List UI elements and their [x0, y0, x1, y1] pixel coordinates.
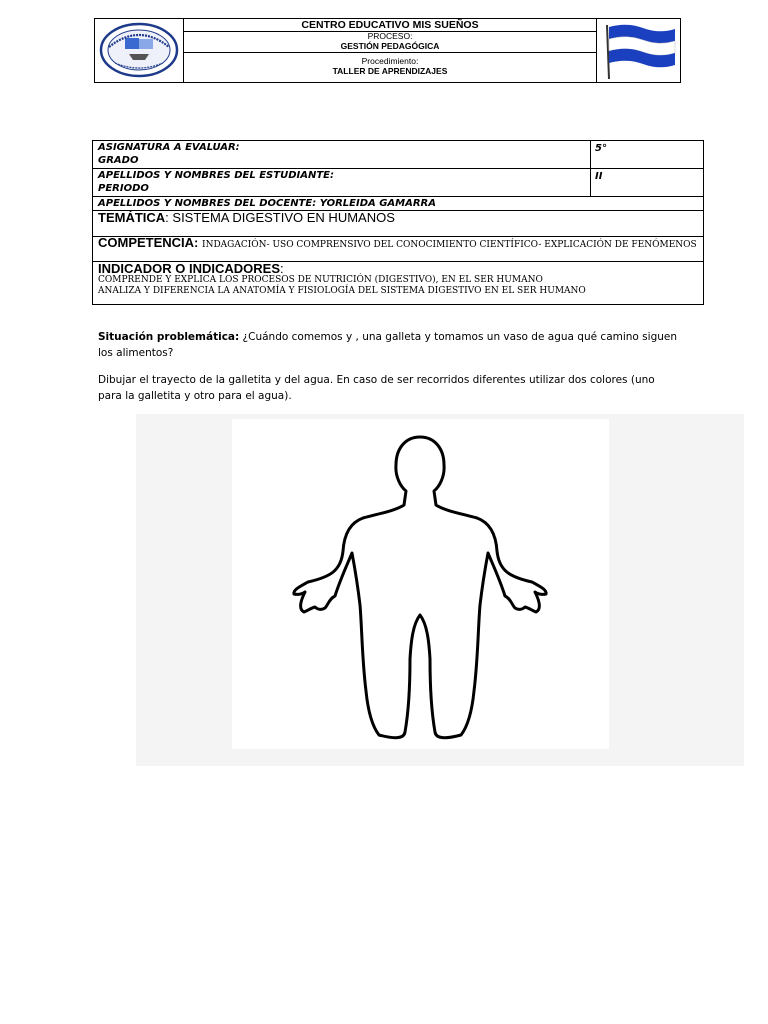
procedure-value: TALLER DE APRENDIZAJES — [332, 66, 448, 76]
tematica-label: TEMÁTICA — [98, 210, 166, 225]
grade-label: GRADO — [98, 155, 139, 166]
instruccion-text: Dibujar el trayecto de la galletita y del agua. En caso de ser recorridos diferentes utilizar dos colores (uno para la galletita y otro para el agua). — [98, 374, 655, 402]
process-label: PROCESO: — [367, 31, 413, 41]
competencia-row — [93, 237, 703, 262]
competencia-label: COMPETENCIA: — [98, 235, 199, 250]
student-label: APELLIDOS Y NOMBRES DEL ESTUDIANTE: — [98, 170, 334, 181]
header-title-block — [184, 19, 596, 82]
indicadores-row — [93, 262, 703, 304]
document-header — [94, 18, 681, 83]
indicador-1: COMPRENDE Y EXPLICA LOS PROCESOS DE NUTRICIÓN (DIGESTIVO), EN EL SER HUMANO — [98, 275, 543, 285]
subject-grade-row — [93, 141, 703, 169]
body-outline-figure — [232, 419, 609, 749]
grade-value: 5° — [595, 143, 607, 154]
procedure-label: Procedimiento: — [361, 56, 419, 66]
situacion-text: ¿Cuándo comemos y , una galleta y tomamos un vaso de agua qué camino siguen los alimentos? — [98, 331, 678, 359]
tematica-value: : SISTEMA DIGESTIVO EN HUMANOS — [165, 210, 395, 225]
process-value: GESTIÓN PEDAGÓGICA — [340, 41, 440, 51]
teacher-line: APELLIDOS Y NOMBRES DEL DOCENTE: YORLEIDA GAMARRA — [93, 197, 703, 211]
process-cell — [184, 32, 596, 53]
student-period-row — [93, 169, 703, 197]
human-body-outline-icon — [232, 419, 609, 749]
subject-label: ASIGNATURA A EVALUAR: — [98, 142, 240, 153]
indicador-colon: : — [280, 261, 284, 276]
flag-icon — [596, 19, 680, 82]
indicador-label: INDICADOR O INDICADORES — [98, 261, 281, 276]
period-value: II — [595, 171, 603, 182]
school-logo — [95, 19, 184, 82]
situacion-problematica — [98, 329, 678, 361]
indicador-2: ANALIZA Y DIFERENCIA LA ANATOMÍA Y FISIOLOGÍA DEL SISTEMA DIGESTIVO EN EL SER HUMANO — [98, 286, 586, 296]
institution-name: CENTRO EDUCATIVO MIS SUEÑOS — [184, 19, 596, 32]
procedure-cell — [184, 53, 596, 82]
drawing-area — [136, 414, 744, 766]
competencia-value: INDAGACIÓN- USO COMPRENSIVO DEL CONOCIMIENTO CIENTÍFICO- EXPLICACIÓN DE FENÓMENOS — [202, 240, 697, 250]
situacion-label: Situación problemática: — [98, 331, 240, 343]
period-label: PERIODO — [98, 183, 149, 194]
student-info-table — [92, 140, 704, 305]
tematica-row — [93, 211, 703, 237]
